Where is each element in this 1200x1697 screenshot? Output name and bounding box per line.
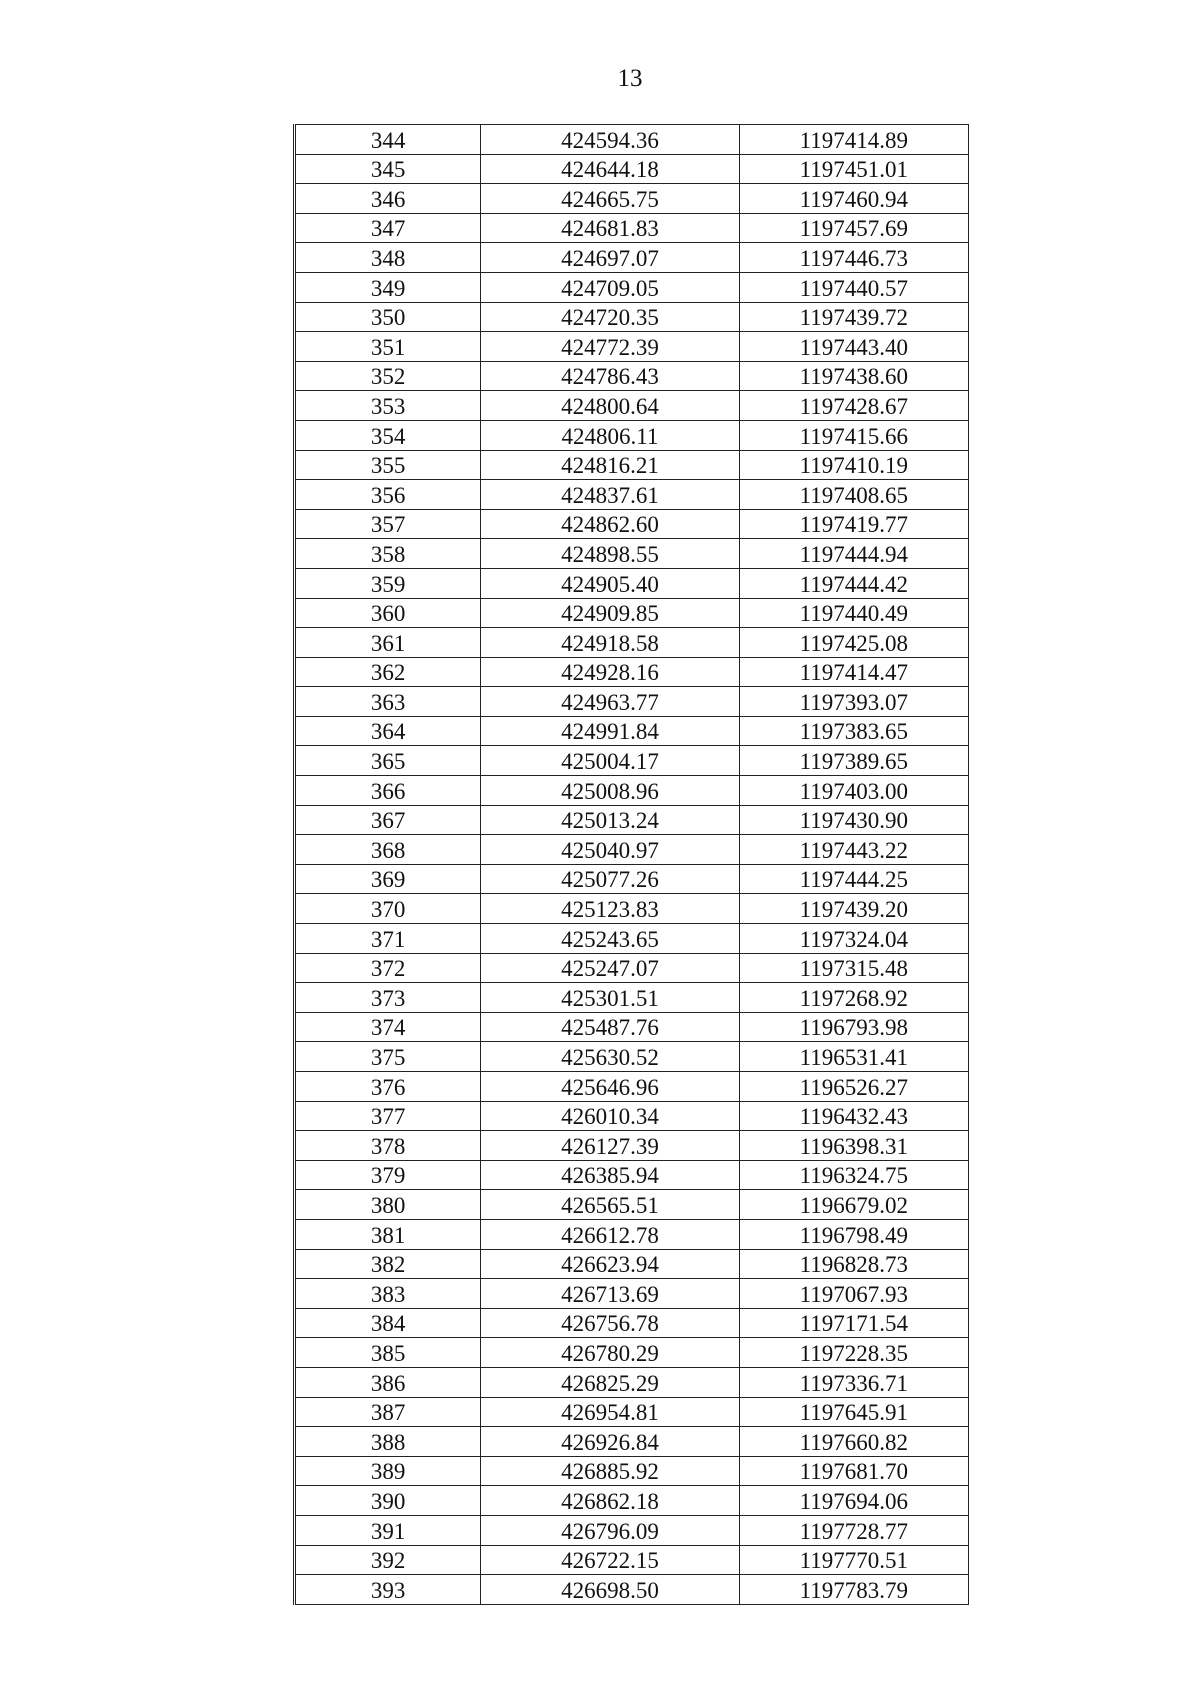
x-coordinate-cell: 426385.94 <box>481 1160 739 1190</box>
table-row <box>295 1190 969 1220</box>
y-coordinate-cell: 1197444.94 <box>739 539 968 569</box>
y-coordinate-cell: 1197336.71 <box>739 1367 968 1397</box>
x-coordinate-cell: 424786.43 <box>481 361 739 391</box>
table-row <box>295 450 969 480</box>
point-number-cell: 363 <box>295 687 481 717</box>
y-coordinate-cell: 1197770.51 <box>739 1545 968 1575</box>
table-row <box>295 568 969 598</box>
point-number-cell: 375 <box>295 1042 481 1072</box>
x-coordinate-cell: 425301.51 <box>481 983 739 1013</box>
point-number-cell: 380 <box>295 1190 481 1220</box>
x-coordinate-cell: 426127.39 <box>481 1131 739 1161</box>
x-coordinate-cell: 424862.60 <box>481 509 739 539</box>
table-row <box>295 1575 969 1605</box>
y-coordinate-cell: 1197451.01 <box>739 154 968 184</box>
y-coordinate-cell: 1197444.42 <box>739 568 968 598</box>
y-coordinate-cell: 1197415.66 <box>739 420 968 450</box>
point-number-cell: 384 <box>295 1308 481 1338</box>
x-coordinate-cell: 424644.18 <box>481 154 739 184</box>
table-row <box>295 864 969 894</box>
point-number-cell: 376 <box>295 1072 481 1102</box>
x-coordinate-cell: 426612.78 <box>481 1219 739 1249</box>
y-coordinate-cell: 1197389.65 <box>739 746 968 776</box>
x-coordinate-cell: 424720.35 <box>481 302 739 332</box>
x-coordinate-cell: 424800.64 <box>481 391 739 421</box>
x-coordinate-cell: 424816.21 <box>481 450 739 480</box>
y-coordinate-cell: 1197443.22 <box>739 835 968 865</box>
y-coordinate-cell: 1196324.75 <box>739 1160 968 1190</box>
table-row <box>295 687 969 717</box>
point-number-cell: 349 <box>295 272 481 302</box>
point-number-cell: 361 <box>295 628 481 658</box>
x-coordinate-cell: 424772.39 <box>481 332 739 362</box>
table-row <box>295 894 969 924</box>
table-row <box>295 1515 969 1545</box>
y-coordinate-cell: 1197414.47 <box>739 657 968 687</box>
table-row <box>295 213 969 243</box>
point-number-cell: 381 <box>295 1219 481 1249</box>
x-coordinate-cell: 424594.36 <box>481 125 739 155</box>
table-row <box>295 480 969 510</box>
x-coordinate-cell: 426926.84 <box>481 1427 739 1457</box>
point-number-cell: 387 <box>295 1397 481 1427</box>
table-row <box>295 1456 969 1486</box>
point-number-cell: 382 <box>295 1249 481 1279</box>
y-coordinate-cell: 1197428.67 <box>739 391 968 421</box>
point-number-cell: 366 <box>295 776 481 806</box>
y-coordinate-cell: 1197440.49 <box>739 598 968 628</box>
x-coordinate-cell: 424681.83 <box>481 213 739 243</box>
y-coordinate-cell: 1196432.43 <box>739 1101 968 1131</box>
point-number-cell: 352 <box>295 361 481 391</box>
y-coordinate-cell: 1197444.25 <box>739 864 968 894</box>
point-number-cell: 345 <box>295 154 481 184</box>
table-row <box>295 1427 969 1457</box>
y-coordinate-cell: 1196828.73 <box>739 1249 968 1279</box>
x-coordinate-cell: 426796.09 <box>481 1515 739 1545</box>
table-row <box>295 1397 969 1427</box>
x-coordinate-cell: 425243.65 <box>481 924 739 954</box>
table-row <box>295 1338 969 1368</box>
table-row <box>295 509 969 539</box>
table-row <box>295 628 969 658</box>
table-row <box>295 1545 969 1575</box>
table-row <box>295 835 969 865</box>
y-coordinate-cell: 1197694.06 <box>739 1486 968 1516</box>
table-row <box>295 243 969 273</box>
point-number-cell: 372 <box>295 953 481 983</box>
x-coordinate-cell: 425487.76 <box>481 1012 739 1042</box>
y-coordinate-cell: 1197438.60 <box>739 361 968 391</box>
x-coordinate-cell: 425646.96 <box>481 1072 739 1102</box>
x-coordinate-cell: 426565.51 <box>481 1190 739 1220</box>
point-number-cell: 367 <box>295 805 481 835</box>
y-coordinate-cell: 1197439.72 <box>739 302 968 332</box>
point-number-cell: 377 <box>295 1101 481 1131</box>
y-coordinate-cell: 1196793.98 <box>739 1012 968 1042</box>
y-coordinate-cell: 1197645.91 <box>739 1397 968 1427</box>
page-number: 13 <box>617 65 643 92</box>
point-number-cell: 351 <box>295 332 481 362</box>
table-row <box>295 391 969 421</box>
table-row <box>295 805 969 835</box>
point-number-cell: 368 <box>295 835 481 865</box>
x-coordinate-cell: 424806.11 <box>481 420 739 450</box>
point-number-cell: 371 <box>295 924 481 954</box>
point-number-cell: 393 <box>295 1575 481 1605</box>
table-row <box>295 361 969 391</box>
table-row <box>295 657 969 687</box>
y-coordinate-cell: 1197067.93 <box>739 1279 968 1309</box>
y-coordinate-cell: 1197393.07 <box>739 687 968 717</box>
x-coordinate-cell: 426713.69 <box>481 1279 739 1309</box>
y-coordinate-cell: 1197324.04 <box>739 924 968 954</box>
table-row <box>295 184 969 214</box>
x-coordinate-cell: 425247.07 <box>481 953 739 983</box>
table-row <box>295 776 969 806</box>
table-row <box>295 125 969 155</box>
table-row <box>295 1101 969 1131</box>
table-row <box>295 1219 969 1249</box>
point-number-cell: 391 <box>295 1515 481 1545</box>
y-coordinate-cell: 1197228.35 <box>739 1338 968 1368</box>
y-coordinate-cell: 1197171.54 <box>739 1308 968 1338</box>
point-number-cell: 373 <box>295 983 481 1013</box>
y-coordinate-cell: 1196526.27 <box>739 1072 968 1102</box>
y-coordinate-cell: 1197403.00 <box>739 776 968 806</box>
x-coordinate-cell: 424697.07 <box>481 243 739 273</box>
y-coordinate-cell: 1197408.65 <box>739 480 968 510</box>
y-coordinate-cell: 1197383.65 <box>739 716 968 746</box>
point-number-cell: 383 <box>295 1279 481 1309</box>
point-number-cell: 359 <box>295 568 481 598</box>
table-row <box>295 1308 969 1338</box>
table-row <box>295 272 969 302</box>
table-row <box>295 420 969 450</box>
point-number-cell: 389 <box>295 1456 481 1486</box>
point-number-cell: 365 <box>295 746 481 776</box>
table-row <box>295 598 969 628</box>
x-coordinate-cell: 425040.97 <box>481 835 739 865</box>
table-row <box>295 1279 969 1309</box>
point-number-cell: 353 <box>295 391 481 421</box>
point-number-cell: 364 <box>295 716 481 746</box>
table-row <box>295 1486 969 1516</box>
point-number-cell: 347 <box>295 213 481 243</box>
point-number-cell: 370 <box>295 894 481 924</box>
x-coordinate-cell: 425123.83 <box>481 894 739 924</box>
y-coordinate-cell: 1196531.41 <box>739 1042 968 1072</box>
y-coordinate-cell: 1197430.90 <box>739 805 968 835</box>
y-coordinate-cell: 1197414.89 <box>739 125 968 155</box>
table-row <box>295 1160 969 1190</box>
y-coordinate-cell: 1197425.08 <box>739 628 968 658</box>
x-coordinate-cell: 426885.92 <box>481 1456 739 1486</box>
point-number-cell: 357 <box>295 509 481 539</box>
x-coordinate-cell: 426756.78 <box>481 1308 739 1338</box>
point-number-cell: 354 <box>295 420 481 450</box>
x-coordinate-cell: 424918.58 <box>481 628 739 658</box>
y-coordinate-cell: 1196398.31 <box>739 1131 968 1161</box>
table-row <box>295 1131 969 1161</box>
y-coordinate-cell: 1196679.02 <box>739 1190 968 1220</box>
y-coordinate-cell: 1197660.82 <box>739 1427 968 1457</box>
table-row <box>295 953 969 983</box>
y-coordinate-cell: 1197446.73 <box>739 243 968 273</box>
x-coordinate-cell: 424909.85 <box>481 598 739 628</box>
x-coordinate-cell: 424898.55 <box>481 539 739 569</box>
x-coordinate-cell: 426623.94 <box>481 1249 739 1279</box>
x-coordinate-cell: 426722.15 <box>481 1545 739 1575</box>
point-number-cell: 350 <box>295 302 481 332</box>
y-coordinate-cell: 1197728.77 <box>739 1515 968 1545</box>
table-row <box>295 1367 969 1397</box>
point-number-cell: 374 <box>295 1012 481 1042</box>
x-coordinate-cell: 424709.05 <box>481 272 739 302</box>
y-coordinate-cell: 1197440.57 <box>739 272 968 302</box>
y-coordinate-cell: 1197439.20 <box>739 894 968 924</box>
x-coordinate-cell: 426780.29 <box>481 1338 739 1368</box>
point-number-cell: 388 <box>295 1427 481 1457</box>
point-number-cell: 362 <box>295 657 481 687</box>
table-row <box>295 1012 969 1042</box>
x-coordinate-cell: 426698.50 <box>481 1575 739 1605</box>
x-coordinate-cell: 426825.29 <box>481 1367 739 1397</box>
point-number-cell: 348 <box>295 243 481 273</box>
point-number-cell: 392 <box>295 1545 481 1575</box>
y-coordinate-cell: 1197419.77 <box>739 509 968 539</box>
x-coordinate-cell: 426010.34 <box>481 1101 739 1131</box>
x-coordinate-cell: 424665.75 <box>481 184 739 214</box>
y-coordinate-cell: 1197460.94 <box>739 184 968 214</box>
x-coordinate-cell: 424991.84 <box>481 716 739 746</box>
x-coordinate-cell: 425013.24 <box>481 805 739 835</box>
table-row <box>295 924 969 954</box>
x-coordinate-cell: 424928.16 <box>481 657 739 687</box>
point-number-cell: 344 <box>295 125 481 155</box>
y-coordinate-cell: 1197457.69 <box>739 213 968 243</box>
point-number-cell: 358 <box>295 539 481 569</box>
x-coordinate-cell: 425077.26 <box>481 864 739 894</box>
x-coordinate-cell: 426954.81 <box>481 1397 739 1427</box>
point-number-cell: 390 <box>295 1486 481 1516</box>
point-number-cell: 378 <box>295 1131 481 1161</box>
table-row <box>295 1072 969 1102</box>
x-coordinate-cell: 425008.96 <box>481 776 739 806</box>
point-number-cell: 356 <box>295 480 481 510</box>
y-coordinate-cell: 1196798.49 <box>739 1219 968 1249</box>
table-row <box>295 539 969 569</box>
table-row <box>295 1042 969 1072</box>
x-coordinate-cell: 425630.52 <box>481 1042 739 1072</box>
y-coordinate-cell: 1197410.19 <box>739 450 968 480</box>
y-coordinate-cell: 1197443.40 <box>739 332 968 362</box>
table-row <box>295 983 969 1013</box>
point-number-cell: 355 <box>295 450 481 480</box>
point-number-cell: 346 <box>295 184 481 214</box>
coordinates-table <box>293 124 969 1605</box>
x-coordinate-cell: 425004.17 <box>481 746 739 776</box>
table-row <box>295 1249 969 1279</box>
coordinates-table-body <box>295 125 969 1605</box>
point-number-cell: 379 <box>295 1160 481 1190</box>
x-coordinate-cell: 424905.40 <box>481 568 739 598</box>
x-coordinate-cell: 424837.61 <box>481 480 739 510</box>
y-coordinate-cell: 1197681.70 <box>739 1456 968 1486</box>
point-number-cell: 386 <box>295 1367 481 1397</box>
y-coordinate-cell: 1197268.92 <box>739 983 968 1013</box>
table-row <box>295 746 969 776</box>
y-coordinate-cell: 1197783.79 <box>739 1575 968 1605</box>
table-row <box>295 716 969 746</box>
x-coordinate-cell: 426862.18 <box>481 1486 739 1516</box>
table-row <box>295 154 969 184</box>
point-number-cell: 369 <box>295 864 481 894</box>
point-number-cell: 385 <box>295 1338 481 1368</box>
y-coordinate-cell: 1197315.48 <box>739 953 968 983</box>
x-coordinate-cell: 424963.77 <box>481 687 739 717</box>
table-row <box>295 302 969 332</box>
table-row <box>295 332 969 362</box>
point-number-cell: 360 <box>295 598 481 628</box>
